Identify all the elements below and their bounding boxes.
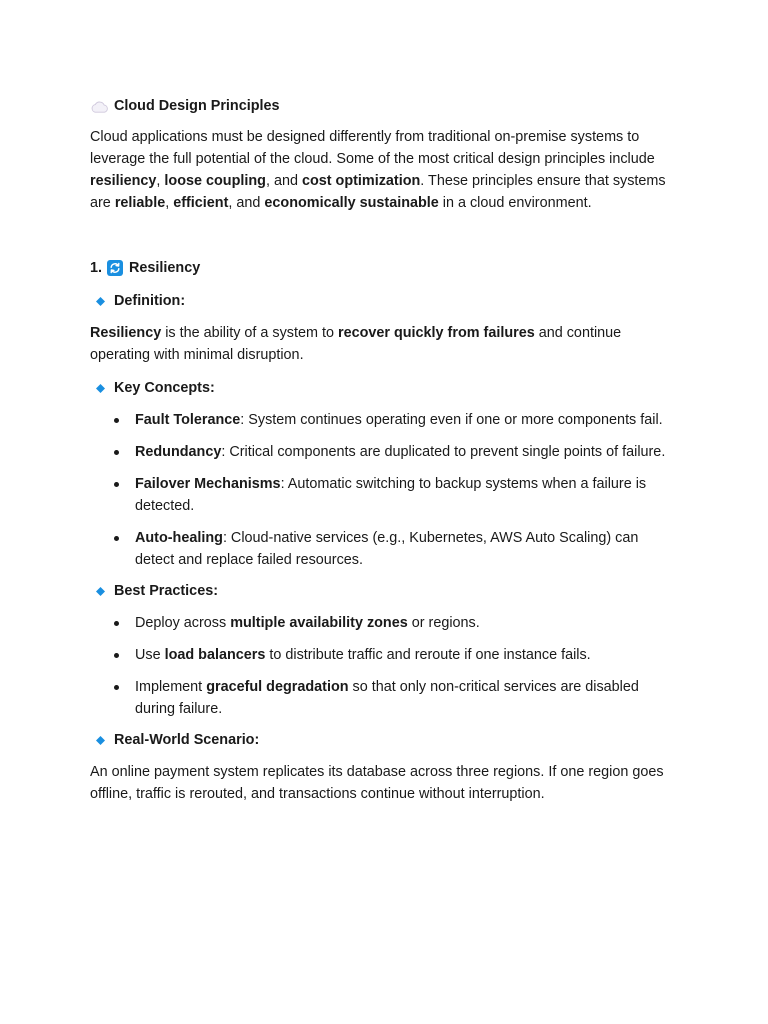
list-item [90,409,678,431]
intro-bold: resiliency [90,173,157,189]
definition-heading [90,291,678,311]
list-item-term: Auto-healing [135,530,223,546]
intro-text: , and [228,195,265,211]
section-number: 1. [90,260,103,276]
diamond-icon [96,384,105,393]
list-item-term: Redundancy [135,444,222,460]
list-item-text: Use [135,647,165,663]
key-concepts-heading [90,378,678,398]
bullet-dot [114,621,119,626]
list-item-text: : Critical components are duplicated to prevent single points of failure. [221,444,666,460]
key-concepts-list [90,409,678,571]
intro-text: in a cloud environment. [438,195,592,211]
scenario-paragraph: An online payment system replicates its database across three regions. If one region goes offline, traffic is rerouted, and transactions continue without interruption. [90,764,664,802]
best-practices-heading [90,581,678,601]
list-item-text: : Automatic switching to backup systems when a failure is detected. [135,476,647,514]
scenario-label: Real-World Scenario: [114,732,260,748]
bullet-dot [114,685,119,690]
intro-bold: economically sustainable [264,195,439,211]
intro-text: , [165,195,174,211]
scenario-heading [90,730,678,750]
section-heading-text: Resiliency [129,260,201,276]
cloud-icon [90,101,109,113]
list-item-text: : Cloud-native services (e.g., Kubernetes, AWS Auto Scaling) can detect and replace failed resources. [135,530,639,568]
intro-text: Cloud applications must be designed differently from traditional on-premise systems to leverage the full potential of the cloud. Some of the most critical design principles include [90,129,655,167]
intro-paragraph [90,126,678,214]
intro-text: , [156,173,165,189]
definition-label: Definition: [114,293,186,309]
list-item [90,612,678,634]
list-item-text: Implement [135,679,207,695]
diamond-icon [96,587,105,596]
list-item-text: or regions. [407,615,480,631]
definition-text: and continue operating with minimal disruption. [90,325,622,363]
intro-text: . These principles ensure that systems are [90,173,666,211]
bullet-dot [114,653,119,658]
list-item [90,441,678,463]
document-title [90,96,678,116]
definition-bold: Resiliency [90,325,162,341]
list-item-term: Failover Mechanisms [135,476,281,492]
intro-bold: reliable [114,195,166,211]
list-item-text: Deploy across [135,615,231,631]
list-item [90,644,678,666]
diamond-icon [96,297,105,306]
bullet-dot [114,482,119,487]
diamond-icon [96,736,105,745]
list-item-bold: multiple availability zones [230,615,408,631]
definition-paragraph [90,322,678,366]
best-practices-list [90,612,678,720]
document-title-text: Cloud Design Principles [114,98,280,114]
list-item-text: so that only non-critical services are disabled during failure. [135,679,639,717]
best-practices-label: Best Practices: [114,583,218,599]
intro-bold: loose coupling [164,173,266,189]
list-item-text: to distribute traffic and reroute if one instance fails. [265,647,591,663]
section-heading [90,258,678,278]
definition-bold: recover quickly from failures [337,325,535,341]
intro-bold: efficient [173,195,229,211]
list-item [90,527,678,571]
intro-text: , and [265,173,302,189]
list-item [90,473,678,517]
definition-text: is the ability of a system to [161,325,338,341]
list-item-text: : System continues operating even if one or more components fail. [240,412,663,428]
bullet-dot [114,418,119,423]
key-concepts-label: Key Concepts: [114,380,215,396]
bullet-dot [114,450,119,455]
list-item-term: Fault Tolerance [135,412,241,428]
refresh-icon [107,260,123,276]
intro-bold: cost optimization [301,173,421,189]
list-item [90,676,678,720]
list-item-bold: graceful degradation [206,679,349,695]
list-item-bold: load balancers [164,647,266,663]
bullet-dot [114,536,119,541]
